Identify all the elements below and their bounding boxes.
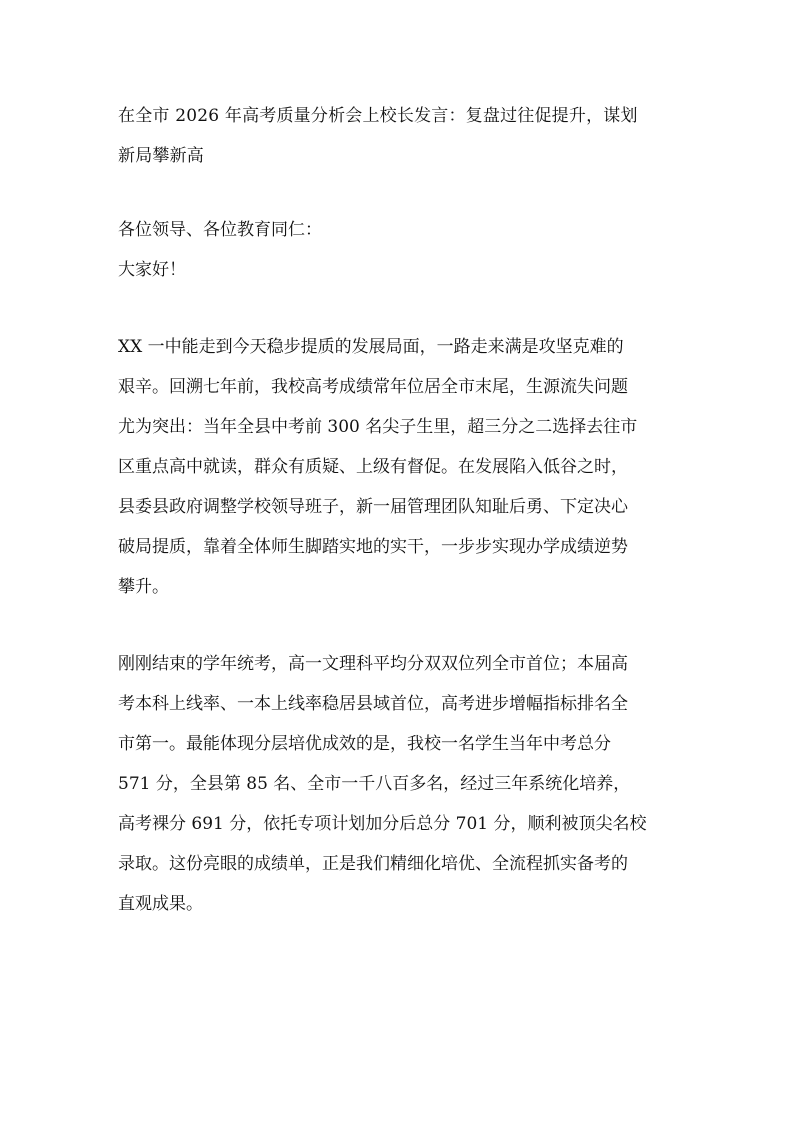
paragraph-line: XX 一中能走到今天稳步提质的发展局面，一路走来满是攻坚克难的 — [118, 337, 624, 357]
paragraph-line: 高考裸分 691 分，依托专项计划加分后总分 701 分，顺利被顶尖名校 — [118, 814, 647, 834]
paragraph-line: 尤为突出：当年全县中考前 300 名尖子生里，超三分之二选择去往市 — [118, 417, 638, 437]
title-line: 新局攀新高 — [118, 146, 204, 166]
paragraph-line: 艰辛。回溯七年前，我校高考成绩常年位居全市末尾，生源流失问题 — [118, 377, 628, 397]
paragraph-line: 破局提质，靠着全体师生脚踏实地的实干，一步步实现办学成绩逆势 — [118, 537, 628, 557]
paragraph-line: 刚刚结束的学年统考，高一文理科平均分双双位列全市首位；本届高 — [118, 654, 628, 674]
paragraph-line: 571 分，全县第 85 名、全市一千八百多名，经过三年系统化培养， — [118, 774, 631, 794]
greeting: 大家好！ — [118, 260, 186, 280]
paragraph-results — [118, 644, 678, 924]
paragraph-line: 攀升。 — [118, 577, 169, 597]
document-body — [118, 96, 678, 924]
paragraph-line: 录取。这份亮眼的成绩单，正是我们精细化培优、全流程抓实备考的 — [118, 854, 628, 874]
paragraph-line: 区重点高中就读，群众有质疑、上级有督促。在发展陷入低谷之时， — [118, 457, 628, 477]
paragraph-line: 市第一。最能体现分层培优成效的是，我校一名学生当年中考总分 — [118, 734, 611, 754]
salutation: 各位领导、各位教育同仁： — [118, 220, 322, 240]
paragraph-history — [118, 327, 678, 607]
title-line: 在全市 2026 年高考质量分析会上校长发言：复盘过往促提升，谋划 — [118, 106, 638, 126]
paragraph-line: 县委县政府调整学校领导班子，新一届管理团队知耻后勇、下定决心 — [118, 497, 628, 517]
paragraph-line: 直观成果。 — [118, 894, 203, 914]
speech-title — [118, 96, 678, 176]
paragraph-line: 考本科上线率、一本上线率稳居县域首位，高考进步增幅指标排名全 — [118, 694, 628, 714]
